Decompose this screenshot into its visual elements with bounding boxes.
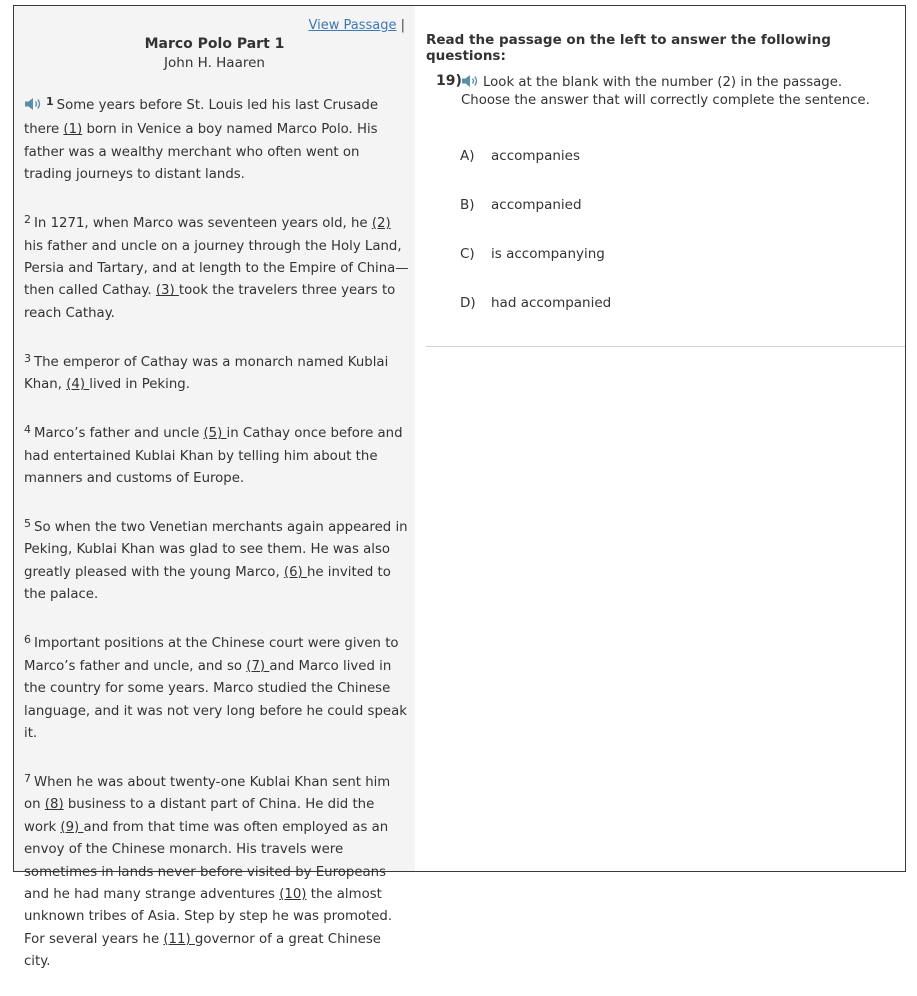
passage-text: and Marco lived in the country for some years. Marco studied the Chinese language, and it was not very long before he could speak it. bbox=[24, 658, 407, 741]
blank-marker: (6) bbox=[283, 564, 307, 580]
blank-marker: (11) bbox=[163, 931, 195, 947]
answer-option-b[interactable] bbox=[460, 197, 582, 213]
paragraph-number: 5 bbox=[24, 517, 31, 531]
passage-text: lived in Peking. bbox=[89, 377, 190, 393]
option-letter: A) bbox=[460, 148, 475, 164]
paragraph-number: 6 bbox=[24, 633, 31, 647]
passage-text: Marco’s father and uncle bbox=[34, 426, 204, 442]
option-text: had accompanied bbox=[491, 295, 612, 311]
passage-text: took the travelers three years to reach Cathay. bbox=[24, 283, 396, 321]
view-passage-link[interactable]: View Passage bbox=[308, 18, 397, 33]
passage-paragraph bbox=[24, 419, 409, 490]
passage-text: in Cathay once before and had entertained Kublai Khan by telling him about the manners and customs of Europe. bbox=[24, 426, 403, 487]
option-text: is accompanying bbox=[491, 246, 605, 262]
option-letter: B) bbox=[460, 197, 475, 213]
passage-panel bbox=[14, 6, 415, 970]
blank-marker: (8) bbox=[44, 797, 64, 813]
answer-option-d[interactable] bbox=[460, 295, 611, 311]
passage-paragraph bbox=[24, 629, 409, 745]
answer-option-c[interactable] bbox=[460, 246, 605, 262]
paragraph-number: 1 bbox=[46, 95, 54, 108]
passage-paragraph bbox=[24, 348, 409, 397]
paragraph-number: 7 bbox=[24, 771, 31, 785]
passage-text: Some years before St. Louis led his last Crusade there bbox=[24, 98, 379, 138]
passage-text: governor of a great Chinese city. bbox=[24, 931, 381, 970]
assessment-frame bbox=[13, 5, 906, 970]
passage-text: Important positions at the Chinese court were given to Marco’s father and uncle, and so bbox=[24, 636, 399, 674]
passage-paragraph bbox=[24, 209, 409, 325]
blank-marker: (10) bbox=[279, 886, 307, 902]
passage-text: In 1271, when Marco was seventeen years old, he bbox=[34, 216, 372, 232]
question-text: Look at the blank with the number (2) in the passage. Choose the answer that will correctly complete the sentence. bbox=[461, 75, 870, 109]
option-letter: C) bbox=[460, 246, 475, 262]
blank-marker: (7) bbox=[246, 658, 270, 674]
speaker-icon[interactable] bbox=[24, 97, 44, 119]
passage-text: the almost unknown tribes of Asia. Step by step he was promoted. For several years he bbox=[24, 886, 393, 947]
option-text: accompanies bbox=[491, 148, 581, 164]
blank-marker: (2) bbox=[371, 216, 391, 232]
question-number: 19) bbox=[436, 73, 462, 89]
passage-title: Marco Polo Part 1 bbox=[144, 36, 285, 52]
instructions-text: Read the passage on the left to answer the following questions: bbox=[426, 32, 831, 64]
passage-paragraph bbox=[24, 91, 409, 187]
view-passage-row bbox=[309, 18, 406, 33]
divider bbox=[426, 346, 905, 347]
passage-text: When he was about twenty-one Kublai Khan sent him on bbox=[24, 774, 391, 813]
answer-option-a[interactable] bbox=[460, 148, 580, 164]
passage-text: his father and uncle on a journey through the Holy Land, Persia and Tartary, and at length to the Empire of China—then called Cathay. bbox=[24, 238, 409, 299]
passage-text: So when the two Venetian merchants again appeared in Peking, Kublai Khan was glad to see them. He was also greatly pleased with the young Marco, bbox=[24, 520, 408, 580]
passage-text: business to a distant part of China. He did the work bbox=[24, 797, 375, 835]
passage-author: John H. Haaren bbox=[164, 55, 265, 71]
paragraph-number: 4 bbox=[24, 423, 31, 437]
blank-marker: (5) bbox=[203, 426, 227, 442]
passage-text: born in Venice a boy named Marco Polo. His father was a wealthy merchant who often went on trading journeys to distant lands. bbox=[24, 122, 378, 183]
passage-text: and from that time was often employed as an envoy of the Chinese monarch. His travels were sometimes in lands never before visited by Europeans and he had many strange adventures bbox=[24, 819, 389, 902]
blank-marker: (1) bbox=[63, 122, 83, 138]
blank-marker: (4) bbox=[66, 377, 90, 393]
blank-marker: (9) bbox=[60, 819, 84, 835]
view-passage-separator: | bbox=[400, 18, 405, 33]
passage-text: he invited to the palace. bbox=[24, 564, 391, 603]
option-letter: D) bbox=[460, 295, 476, 311]
paragraph-number: 2 bbox=[24, 213, 31, 227]
passage-text: The emperor of Cathay was a monarch named Kublai Khan, bbox=[24, 354, 389, 393]
blank-marker: (3) bbox=[155, 283, 179, 299]
passage-paragraph bbox=[24, 768, 409, 974]
option-text: accompanied bbox=[491, 197, 582, 213]
question-panel bbox=[415, 6, 905, 871]
passage-body bbox=[24, 91, 409, 996]
paragraph-number: 3 bbox=[24, 351, 31, 365]
passage-paragraph bbox=[24, 513, 409, 607]
